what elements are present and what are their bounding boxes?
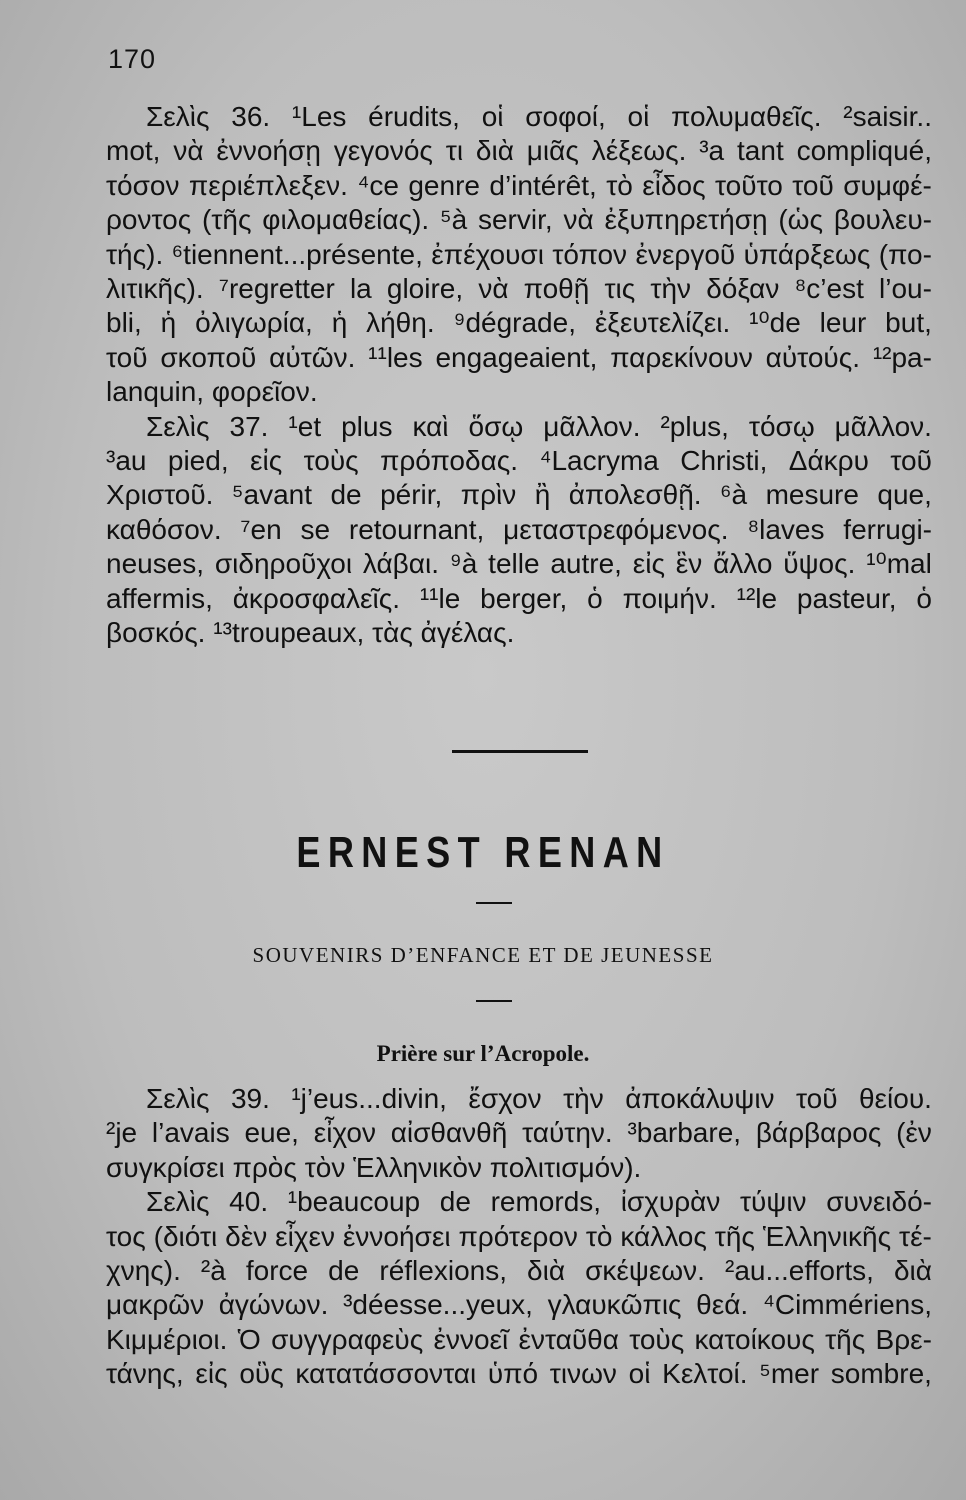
word: ³au	[106, 445, 147, 477]
word: (ἐν	[896, 1117, 932, 1149]
word: οἱ	[628, 1358, 651, 1390]
word: εἰς	[632, 548, 665, 580]
word: τοῦ	[792, 169, 834, 201]
word: κατατάσσονται	[295, 1358, 477, 1390]
word: périr,	[380, 479, 443, 511]
word: ⁴ce	[357, 169, 399, 201]
section-heading: Prière sur l’Acropole.	[376, 1041, 590, 1066]
word: σκοποῦ	[160, 341, 257, 373]
word: ποιμήν.	[622, 582, 717, 614]
word: τέ-	[899, 1220, 932, 1252]
text-line	[106, 478, 932, 512]
word: τινων	[549, 1358, 617, 1390]
word: (πο-	[878, 238, 932, 270]
word: ὑπάρξεως	[743, 238, 871, 270]
word: Ὁ	[237, 1323, 261, 1355]
word: ἢ	[534, 479, 551, 511]
word: Δάκρυ	[788, 445, 869, 477]
notes-bottom	[106, 1082, 932, 1392]
word: οἱ	[627, 101, 650, 132]
word: παρεκίνουν	[610, 341, 753, 373]
word: πρὶν	[460, 479, 517, 511]
word: gloire,	[386, 273, 464, 305]
word: κατοίκους	[694, 1323, 815, 1355]
word: τὸ	[606, 169, 633, 201]
word: διὰ	[475, 135, 514, 167]
word: εἶδος	[642, 169, 706, 201]
word: Σελὶς	[146, 101, 210, 132]
word: ροντος	[106, 204, 192, 236]
word: Ἑλληνικῆς	[762, 1220, 892, 1252]
word: ἐξευτελίζει.	[594, 307, 731, 339]
text-line	[106, 375, 932, 409]
word: autre,	[550, 548, 622, 580]
word: mesure	[765, 479, 859, 511]
text-line	[106, 1220, 932, 1254]
word: retournant,	[348, 513, 485, 545]
word: νὰ	[478, 273, 509, 305]
word: ⁵avant	[231, 479, 312, 511]
word: (τῆς	[202, 204, 252, 236]
word: ¹⁰de	[749, 307, 801, 339]
word: τῆς	[825, 1323, 866, 1355]
word: 36.	[231, 101, 271, 132]
word: remords,	[490, 1186, 602, 1218]
word: λήθη.	[366, 307, 435, 339]
word: λιτικῆς).	[106, 273, 204, 305]
word: πολυμαθεῖς.	[671, 101, 822, 132]
word: ἄλλο	[713, 548, 773, 580]
text-line	[106, 1116, 932, 1150]
word: βουλευ-	[833, 204, 932, 236]
word: lanquin,	[106, 376, 205, 408]
word: τι	[445, 135, 464, 167]
word: νὰ	[173, 135, 204, 167]
word: ποθῇ	[523, 273, 590, 305]
word: ἀκροσφαλεῖς.	[232, 582, 400, 614]
word: γλαυκῶπις	[547, 1289, 682, 1321]
note-entry-page-40	[106, 1185, 932, 1391]
word: la	[349, 273, 372, 305]
word: ἐννοήσει	[342, 1220, 451, 1252]
word: θείου.	[858, 1083, 932, 1114]
word: mot,	[106, 135, 161, 167]
text-line	[106, 1254, 932, 1288]
word: berger,	[480, 582, 568, 614]
word: εἶχεν	[275, 1220, 336, 1252]
word: οὓς	[239, 1358, 284, 1390]
text-line	[106, 1323, 932, 1357]
word: Κιμμέριοι.	[106, 1323, 228, 1355]
word: τοὺς	[629, 1323, 685, 1355]
word: δόξαν	[706, 273, 780, 305]
text-line	[106, 100, 932, 134]
word: ⁵mer	[759, 1358, 820, 1390]
word: φιλομαθείας).	[262, 204, 430, 236]
word: δὲν	[225, 1220, 268, 1252]
word: χνης).	[106, 1255, 181, 1287]
word: μακρῶν	[106, 1289, 205, 1321]
word: τὸν	[304, 1151, 346, 1183]
text-line	[106, 306, 932, 340]
word: ³barbare,	[627, 1117, 742, 1149]
word: Σελὶς	[146, 1186, 210, 1218]
word: ἐνεργοῦ	[635, 238, 736, 270]
word: ⁴Lacryma	[539, 445, 659, 477]
text-line	[106, 341, 932, 375]
notes-top	[106, 100, 932, 651]
word: ¹²le	[736, 582, 778, 614]
word: τις	[604, 273, 636, 305]
word: réflexions,	[379, 1255, 507, 1287]
word: ⁷regretter	[218, 273, 335, 305]
text-line	[106, 1357, 932, 1391]
word: Christi,	[680, 445, 768, 477]
word: telle	[488, 548, 540, 580]
word: τάνης,	[106, 1358, 184, 1390]
word: ἔσχον	[468, 1083, 542, 1114]
word: εἰς	[250, 445, 283, 477]
word: 39.	[230, 1083, 270, 1114]
word: sombre,	[830, 1358, 932, 1390]
word: ⁹à	[449, 548, 478, 580]
word: συγγραφεὺς	[271, 1323, 424, 1355]
word: ἓν	[675, 548, 703, 580]
word: ⁷en	[240, 513, 282, 545]
word: μᾶλλον.	[543, 410, 641, 442]
word: leur	[819, 307, 867, 339]
word: τοῦ	[795, 1083, 838, 1114]
word: αὐτούς.	[765, 341, 860, 373]
word: affermis,	[106, 582, 213, 614]
word: τύψιν	[740, 1186, 807, 1218]
word: neuses,	[106, 548, 205, 580]
word: ⁹dégrade,	[453, 307, 576, 339]
word: ¹beaucoup	[287, 1186, 421, 1218]
word: érudits,	[368, 101, 460, 132]
word: ²saisir..	[843, 101, 932, 132]
word: ⁵à	[439, 204, 468, 236]
text-line	[106, 444, 932, 478]
text-line	[106, 238, 932, 272]
text-line	[106, 169, 932, 203]
word: ²plus,	[660, 410, 729, 442]
word: force	[245, 1255, 309, 1287]
word: τὴν	[563, 1083, 604, 1114]
word: τοῦ	[890, 445, 932, 477]
word: genre	[408, 169, 480, 201]
word: πρότερον	[458, 1220, 578, 1252]
word: ¹¹le	[419, 582, 461, 614]
word: ²je	[106, 1117, 138, 1149]
word: ἀγώνων.	[218, 1289, 329, 1321]
word: ²au...efforts,	[725, 1255, 874, 1287]
word: ἐννοήσῃ	[216, 135, 321, 167]
word: διὰ	[893, 1255, 932, 1287]
word: Σελὶς	[146, 410, 210, 442]
word: ὀλιγωρία,	[195, 307, 313, 339]
word: μεταστρεφόμενος.	[503, 513, 729, 545]
word: τόσῳ	[748, 410, 815, 442]
text-line	[106, 616, 932, 650]
word: συνειδό-	[826, 1186, 932, 1218]
word: τοῦ	[106, 341, 148, 373]
word: πρὸς	[232, 1151, 297, 1183]
word: ³déesse...yeux,	[343, 1289, 533, 1321]
word: καὶ	[412, 410, 449, 442]
word: ἀπολεσθῇ.	[568, 479, 702, 511]
word: servir,	[477, 204, 553, 236]
word: de	[439, 1186, 471, 1218]
word: ὕψος.	[783, 548, 856, 580]
word: ὁ	[587, 582, 603, 614]
word: ⁶à	[720, 479, 748, 511]
word: ²à	[200, 1255, 226, 1287]
word: τῆς	[714, 1220, 755, 1252]
word: γεγονός	[333, 135, 433, 167]
word: εἶχον	[313, 1117, 376, 1149]
word: ⁴Cimmériens,	[762, 1289, 932, 1321]
note-entry-page-37	[106, 410, 932, 651]
text-line	[106, 513, 932, 547]
word: τόπον	[552, 238, 628, 270]
text-line	[106, 203, 932, 237]
word: τὸ	[585, 1220, 613, 1252]
text-line	[106, 410, 932, 444]
word: ⁶tiennent...présente,	[171, 238, 423, 270]
word: τοῦτο	[715, 169, 783, 201]
word: ¹j’eus...divin,	[291, 1083, 447, 1114]
word: l’ou-	[879, 273, 932, 305]
word: engageaient,	[435, 341, 598, 373]
word: de	[330, 479, 362, 511]
word: se	[300, 513, 331, 545]
word: Βρε-	[875, 1323, 932, 1355]
word: ἀγέλας.	[420, 617, 515, 649]
word: de	[328, 1255, 360, 1287]
word: ἰσχυρὰν	[620, 1186, 721, 1218]
word: αἰσθανθῆ	[390, 1117, 508, 1149]
word: συμφέ-	[843, 169, 932, 201]
word: σοφοί,	[525, 101, 606, 132]
word: μᾶλλον.	[834, 410, 932, 442]
word: ἐνταῦθα	[518, 1323, 619, 1355]
word: πρόποδας.	[380, 445, 519, 477]
word: ἐπέχουσι	[431, 238, 544, 270]
note-entry-page-36	[106, 100, 932, 410]
word: ferrugi-	[843, 513, 932, 545]
word: ἡ	[331, 307, 348, 339]
word: ἐννοεῖ	[433, 1323, 509, 1355]
word: que,	[877, 479, 932, 511]
word: ταύτην.	[522, 1117, 613, 1149]
word: τὴν	[650, 273, 692, 305]
word: σιδηροῦχοι	[214, 548, 353, 580]
word: ⁸c’est	[794, 273, 864, 305]
word: but,	[885, 307, 932, 339]
text-line	[106, 1082, 932, 1116]
word: τος	[106, 1220, 146, 1252]
word: ὅσῳ	[468, 410, 524, 442]
word: Χριστοῦ.	[106, 479, 214, 511]
word: pasteur,	[796, 582, 897, 614]
word: μιᾶς	[526, 135, 579, 167]
word: ¹³troupeaux,	[213, 617, 365, 649]
word: πολιτισμόν).	[489, 1151, 642, 1183]
word: περιέπλεξεν.	[188, 169, 348, 201]
text-line	[106, 1288, 932, 1322]
word: εἰς	[195, 1358, 228, 1390]
word: ¹²pa-	[872, 341, 932, 373]
word: l’avais	[151, 1117, 230, 1149]
word: ἐξυπηρετήσῃ	[604, 204, 768, 236]
section-divider	[452, 750, 588, 753]
word: ὁ	[916, 582, 932, 614]
word: κάλλος	[620, 1220, 707, 1252]
word: καθόσον.	[106, 513, 222, 545]
word: βάρβαρος	[755, 1117, 882, 1149]
word: ¹Les	[291, 101, 347, 132]
text-line	[106, 134, 932, 168]
word: ³a	[699, 135, 725, 167]
word: (ὡς	[778, 204, 824, 236]
title-rule	[476, 902, 512, 904]
word: νὰ	[563, 204, 594, 236]
word: compliqué,	[796, 135, 932, 167]
text-line	[106, 272, 932, 306]
note-entry-page-39	[106, 1082, 932, 1185]
word: (διότι	[153, 1220, 218, 1252]
word: συγκρίσει	[106, 1151, 225, 1183]
word: plus	[341, 410, 393, 442]
word: tant	[737, 135, 784, 167]
word: ¹et	[288, 410, 322, 442]
word: σκέψεων.	[585, 1255, 705, 1287]
word: Σελὶς	[146, 1083, 210, 1114]
text-line	[106, 1185, 932, 1219]
word: Κελτοί.	[662, 1358, 748, 1390]
page-number: 170	[108, 44, 157, 74]
word: λάβαι.	[362, 548, 439, 580]
word: τὰς	[372, 617, 413, 649]
title-rule	[476, 1000, 512, 1002]
word: ἡ	[160, 307, 177, 339]
word: ἀποκάλυψιν	[625, 1083, 775, 1114]
word: φορεῖον.	[211, 376, 318, 408]
author-name: ERNEST RENAN	[296, 828, 670, 877]
word: 37.	[229, 410, 269, 442]
work-title: SOUVENIRS D’ENFANCE ET DE JEUNESSE	[252, 943, 714, 967]
word: θεά.	[696, 1289, 749, 1321]
word: τόσον	[106, 169, 180, 201]
word: τής).	[106, 238, 164, 270]
word: d’intérêt,	[489, 169, 597, 201]
word: διὰ	[527, 1255, 566, 1287]
word: ὑπό	[487, 1358, 539, 1390]
word: bli,	[106, 307, 142, 339]
word: Ἑλληνικὸν	[353, 1151, 482, 1183]
text-line	[106, 547, 932, 581]
word: οἱ	[481, 101, 504, 132]
word: βοσκός.	[106, 617, 206, 649]
word: ¹¹les	[368, 341, 423, 373]
word: eue,	[244, 1117, 299, 1149]
text-line	[106, 582, 932, 616]
word: λέξεως.	[591, 135, 687, 167]
text-line	[106, 1151, 932, 1185]
word: αὐτῶν.	[269, 341, 356, 373]
word: ¹⁰mal	[866, 548, 932, 580]
word: τοὺς	[303, 445, 359, 477]
word: 40.	[229, 1186, 269, 1218]
word: pied,	[167, 445, 229, 477]
word: ⁸laves	[747, 513, 825, 545]
